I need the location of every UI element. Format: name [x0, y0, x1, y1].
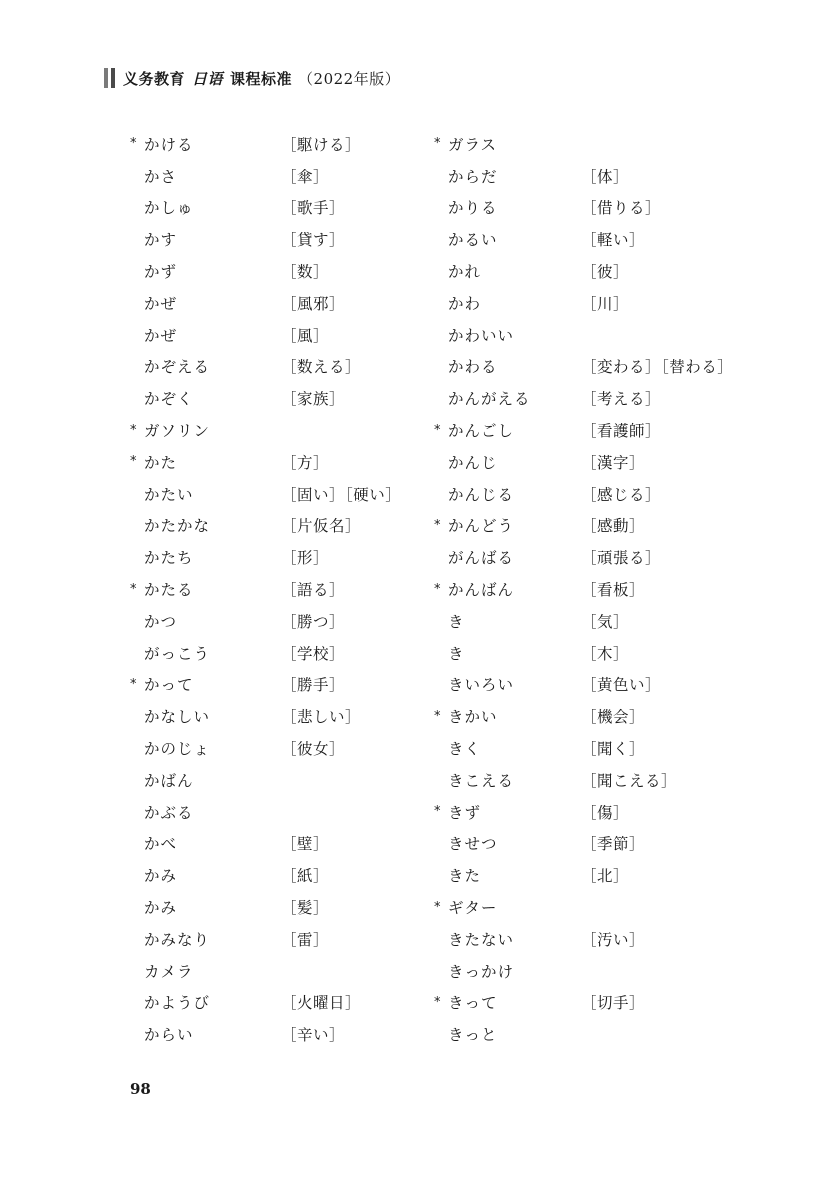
vocab-entry: [130, 923, 430, 955]
vocab-kanji: ［勝つ］: [281, 612, 346, 631]
vocab-entry: [130, 478, 430, 510]
vocab-reading: かって: [144, 676, 194, 695]
vocab-reading: かるい: [448, 231, 498, 250]
vocab-reading: がんばる: [448, 549, 515, 568]
vocab-entry: [434, 541, 764, 573]
vocab-kanji: ［漢字］: [581, 453, 646, 472]
vocab-entry: [130, 351, 430, 383]
header-subject: 日语: [192, 69, 224, 88]
vocab-entry: [130, 859, 430, 891]
vocab-reading: かんどう: [448, 517, 515, 536]
vocab-entry: [434, 160, 764, 192]
vocab-reading: きっかけ: [448, 962, 515, 981]
vocab-reading: ガソリン: [144, 422, 211, 441]
vocab-entry: [434, 955, 764, 987]
vocab-kanji: ［風邪］: [281, 294, 346, 313]
vocab-kanji: ［感動］: [581, 517, 646, 536]
vocab-reading: かぜ: [144, 294, 178, 313]
vocab-entry: [130, 764, 430, 796]
vocab-reading: かける: [144, 135, 194, 154]
optional-marker: *: [434, 581, 442, 597]
vocab-entry: [434, 637, 764, 669]
vocab-entry: [130, 128, 430, 160]
vocab-entry: [130, 192, 430, 224]
vocab-kanji: ［髪］: [281, 899, 330, 918]
vocab-kanji: ［黄色い］: [581, 676, 662, 695]
vocab-kanji: ［風］: [281, 326, 330, 345]
vocab-kanji: ［貸す］: [281, 231, 346, 250]
vocab-kanji: ［軽い］: [581, 231, 646, 250]
vocab-entry: [434, 446, 764, 478]
vocab-reading: きっと: [448, 1026, 498, 1045]
vocab-entry: [130, 669, 430, 701]
optional-marker: *: [434, 804, 442, 820]
vocab-reading: かりる: [448, 199, 498, 218]
vocab-reading: かみ: [144, 899, 178, 918]
vocab-reading: かす: [144, 231, 178, 250]
vocab-entry: [130, 1018, 430, 1050]
vocab-reading: かのじょ: [144, 740, 211, 759]
vocab-entry: [130, 605, 430, 637]
header-bar-marker: [104, 68, 108, 88]
vocab-kanji: ［彼］: [581, 263, 630, 282]
vocab-kanji: ［気］: [581, 612, 630, 631]
header-bar-marker: [111, 68, 115, 88]
vocab-entry: [434, 510, 764, 542]
vocab-kanji: ［数える］: [281, 358, 362, 377]
vocab-entry: [434, 732, 764, 764]
vocab-kanji: ［辛い］: [281, 1026, 346, 1045]
vocab-entry: [434, 923, 764, 955]
vocab-entry: [130, 319, 430, 351]
header-edition: （2022年版）: [298, 69, 401, 88]
header-suffix: 课程标准: [230, 69, 293, 88]
vocab-reading: かさ: [144, 167, 178, 186]
vocab-entry: [130, 446, 430, 478]
vocab-entry: [130, 382, 430, 414]
vocab-entry: [434, 351, 764, 383]
vocab-kanji: ［彼女］: [281, 740, 346, 759]
vocab-reading: き: [448, 644, 465, 663]
vocab-kanji: ［固い］［硬い］: [281, 485, 402, 504]
vocab-kanji: ［傷］: [581, 803, 630, 822]
vocab-kanji: ［語る］: [281, 581, 346, 600]
vocab-kanji: ［聞く］: [581, 740, 646, 759]
vocab-reading: からい: [144, 1026, 194, 1045]
vocab-reading: かんがえる: [448, 390, 531, 409]
vocab-entry: [434, 192, 764, 224]
vocab-kanji: ［北］: [581, 867, 630, 886]
vocab-reading: かぞえる: [144, 358, 211, 377]
vocab-kanji: ［形］: [281, 549, 330, 568]
optional-marker: *: [434, 136, 442, 152]
vocab-reading: かんごし: [448, 422, 515, 441]
vocab-entry: [130, 732, 430, 764]
vocab-entry: [130, 223, 430, 255]
vocab-entry: [434, 382, 764, 414]
vocab-entry: [130, 573, 430, 605]
vocab-kanji: ［方］: [281, 453, 330, 472]
vocab-column-left: [130, 128, 430, 1050]
vocab-kanji: ［看板］: [581, 581, 646, 600]
vocab-reading: きたない: [448, 930, 515, 949]
vocab-entry: [434, 700, 764, 732]
vocab-entry: [434, 223, 764, 255]
optional-marker: *: [130, 422, 138, 438]
vocab-kanji: ［頑張る］: [581, 549, 662, 568]
vocab-entry: [434, 987, 764, 1019]
vocab-entry: [434, 319, 764, 351]
vocab-reading: かつ: [144, 612, 178, 631]
vocab-reading: ギター: [448, 899, 498, 918]
vocab-reading: ガラス: [448, 135, 498, 154]
header-prefix: 义务教育: [123, 69, 186, 88]
vocab-reading: カメラ: [144, 962, 194, 981]
vocab-reading: きず: [448, 803, 482, 822]
vocab-entry: [434, 1018, 764, 1050]
vocab-kanji: ［数］: [281, 263, 330, 282]
vocab-kanji: ［聞こえる］: [581, 771, 678, 790]
vocab-reading: かんばん: [448, 581, 515, 600]
vocab-entry: [434, 669, 764, 701]
vocab-kanji: ［機会］: [581, 708, 646, 727]
optional-marker: *: [434, 517, 442, 533]
vocab-kanji: ［傘］: [281, 167, 330, 186]
vocab-reading: かたい: [144, 485, 194, 504]
vocab-entry: [434, 573, 764, 605]
vocab-reading: かわいい: [448, 326, 515, 345]
vocab-reading: かみ: [144, 867, 178, 886]
vocab-kanji: ［歌手］: [281, 199, 346, 218]
vocab-reading: がっこう: [144, 644, 211, 663]
vocab-kanji: ［借りる］: [581, 199, 662, 218]
vocab-reading: かれ: [448, 263, 482, 282]
vocab-entry: [434, 764, 764, 796]
vocab-entry: [434, 605, 764, 637]
vocab-reading: きかい: [448, 708, 498, 727]
vocab-kanji: ［体］: [581, 167, 630, 186]
vocab-kanji: ［川］: [581, 294, 630, 313]
vocab-reading: きいろい: [448, 676, 515, 695]
vocab-reading: きた: [448, 867, 482, 886]
optional-marker: *: [130, 454, 138, 470]
vocab-reading: かた: [144, 453, 178, 472]
optional-marker: *: [130, 581, 138, 597]
optional-marker: *: [434, 899, 442, 915]
optional-marker: *: [434, 422, 442, 438]
optional-marker: *: [434, 994, 442, 1010]
vocab-reading: かたかな: [144, 517, 211, 536]
vocab-entry: [434, 478, 764, 510]
vocab-reading: かしゅ: [144, 199, 194, 218]
vocab-reading: き: [448, 612, 465, 631]
vocab-column-right: [434, 128, 764, 1050]
vocab-reading: かべ: [144, 835, 178, 854]
vocab-kanji: ［木］: [581, 644, 630, 663]
vocab-reading: きく: [448, 740, 482, 759]
optional-marker: *: [434, 708, 442, 724]
vocab-kanji: ［季節］: [581, 835, 646, 854]
optional-marker: *: [130, 136, 138, 152]
vocab-kanji: ［感じる］: [581, 485, 662, 504]
vocab-reading: かたる: [144, 581, 194, 600]
vocab-reading: かようび: [144, 994, 211, 1013]
vocab-reading: きせつ: [448, 835, 498, 854]
vocab-reading: かぶる: [144, 803, 194, 822]
vocab-reading: かんじ: [448, 453, 498, 472]
vocab-entry: [130, 510, 430, 542]
vocab-reading: かたち: [144, 549, 194, 568]
vocab-entry: [434, 796, 764, 828]
page-number: 98: [130, 1080, 151, 1098]
vocab-entry: [130, 828, 430, 860]
vocab-entry: [130, 987, 430, 1019]
vocab-kanji: ［切手］: [581, 994, 646, 1013]
optional-marker: *: [130, 676, 138, 692]
vocab-entry: [130, 414, 430, 446]
vocab-reading: かぜ: [144, 326, 178, 345]
vocab-kanji: ［看護師］: [581, 422, 662, 441]
vocab-kanji: ［汚い］: [581, 930, 646, 949]
vocab-reading: かわる: [448, 358, 498, 377]
vocab-kanji: ［考える］: [581, 390, 662, 409]
vocab-entry: [130, 287, 430, 319]
vocab-entry: [130, 160, 430, 192]
vocab-entry: [130, 796, 430, 828]
vocab-reading: かわ: [448, 294, 482, 313]
vocab-entry: [434, 287, 764, 319]
vocab-kanji: ［片仮名］: [281, 517, 362, 536]
vocab-reading: かぞく: [144, 390, 194, 409]
vocab-entry: [434, 859, 764, 891]
vocab-kanji: ［悲しい］: [281, 708, 362, 727]
vocab-reading: かみなり: [144, 930, 211, 949]
vocab-kanji: ［火曜日］: [281, 994, 362, 1013]
vocab-reading: かず: [144, 263, 178, 282]
vocab-entry: [130, 637, 430, 669]
vocab-reading: かなしい: [144, 708, 211, 727]
vocab-entry: [130, 700, 430, 732]
vocab-reading: きこえる: [448, 771, 515, 790]
vocab-entry: [434, 255, 764, 287]
vocab-kanji: ［学校］: [281, 644, 346, 663]
vocab-entry: [130, 541, 430, 573]
vocab-entry: [434, 414, 764, 446]
vocab-entry: [434, 828, 764, 860]
vocab-reading: かんじる: [448, 485, 515, 504]
vocab-entry: [434, 128, 764, 160]
vocab-entry: [434, 891, 764, 923]
vocab-entry: [130, 255, 430, 287]
vocab-kanji: ［駆ける］: [281, 135, 362, 154]
vocab-kanji: ［勝手］: [281, 676, 346, 695]
vocab-kanji: ［家族］: [281, 390, 346, 409]
vocab-kanji: ［雷］: [281, 930, 330, 949]
vocab-kanji: ［変わる］［替わる］: [581, 358, 734, 377]
vocab-kanji: ［壁］: [281, 835, 330, 854]
vocab-reading: からだ: [448, 167, 498, 186]
vocab-kanji: ［紙］: [281, 867, 330, 886]
vocab-entry: [130, 891, 430, 923]
vocab-entry: [130, 955, 430, 987]
running-header: [104, 66, 400, 90]
vocab-reading: かばん: [144, 771, 194, 790]
vocab-reading: きって: [448, 994, 498, 1013]
